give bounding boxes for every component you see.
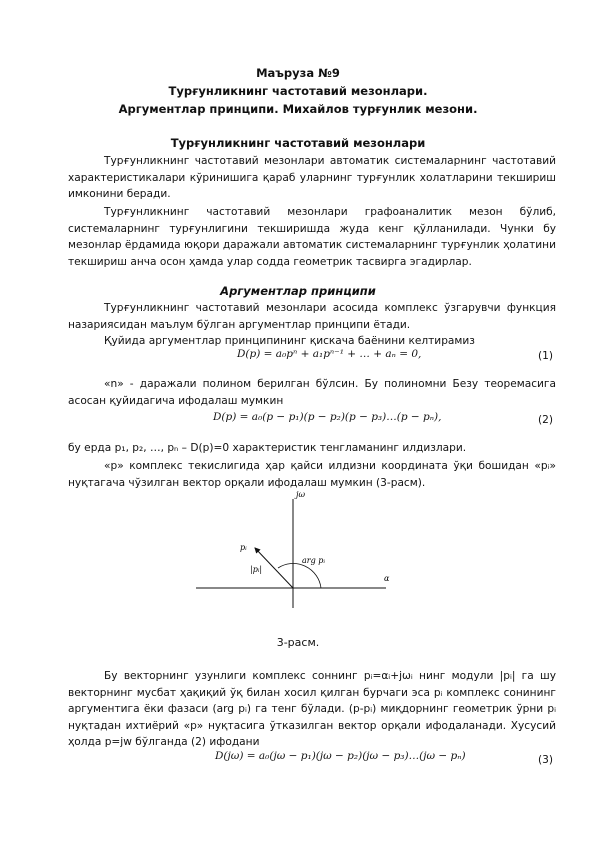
- paragraph-argument-basis: Турғунликнинг частотавий мезонлари асосида комплекс ўзгарувчи функция назариясидан маълум бўлган аргументлар принципи ётади.: [68, 302, 556, 331]
- paragraph-graphoanalytic: Турғунликнинг частотавий мезонлари графоаналитик мезон бўлиб, системаларнинг турғунлигини текширишда жуда кенг қўлланилади. Чунки бу мезонлар ёрдамида юқори даражали автоматик системаларнинг турғунлик ҳолатини текшириш анча осон ҳамда улар содда геометрик тасвирга эгадирлар.: [68, 206, 556, 268]
- equation-2: [213, 411, 441, 423]
- equation-2-number: (2): [538, 414, 554, 426]
- figure-caption: 3-расм.: [276, 636, 320, 649]
- lecture-number: Маъруза №9: [256, 66, 340, 80]
- equation-1-suffix: ,: [418, 348, 422, 360]
- equation-1-number: (1): [538, 350, 554, 362]
- equation-1: [237, 348, 421, 360]
- lecture-title-line2: Аргументлар принципи. Михайлов турғунлик мезони.: [118, 102, 478, 116]
- paragraph-roots: бу ерда p₁, p₂, …, pₙ – D(p)=0 характеристик тенгламанинг илдизлари.: [68, 442, 467, 454]
- equation-2-body: D(p) = a₀(p − p₁)(p − p₂)(p − p₃)…(p − pₙ): [213, 411, 439, 423]
- axis-label-jw: jω: [296, 490, 306, 499]
- modulus-label: |pᵢ|: [250, 565, 263, 574]
- section-heading-argument-principle: Аргументлар принципи: [220, 284, 376, 298]
- point-label-pi: pᵢ: [240, 543, 247, 552]
- equation-3: D(jω) = a₀(jω − p₁)(jω − p₂)(jω − p₃)…(jω − pₙ): [215, 750, 466, 762]
- paragraph-intro: Турғунликнинг частотавий мезонлари автоматик системаларнинг частотавий характеристикалари кўринишига қараб уларнинг турғунлик холатларини текшириш имконини беради.: [68, 155, 556, 201]
- lecture-title-line1: Турғунликнинг частотавий мезонлари.: [168, 84, 428, 98]
- argument-label: arg pᵢ: [302, 556, 325, 565]
- paragraph-polynomial: «n» - даражали полином берилган бўлсин. Бу полиномни Безу теоремасига асосан қуйидагича ифодалаш мумкин: [68, 378, 556, 407]
- paragraph-brief-statement: Қуйида аргументлар принципининг қискача баёнини келтирамиз: [104, 335, 475, 347]
- equation-3-number: (3): [538, 754, 554, 766]
- paragraph-vector-modulus: Бу векторнинг узунлиги комплекс соннинг pᵢ=αᵢ+jωᵢ нинг модули |pᵢ| га шу векторнинг мусбат ҳақиқий ўқ билан хосил қилган бурчаги эса pᵢ комплекс сонининг аргументига ёки фазаси (arg pᵢ) га тенг бўлади. (p-pᵢ) миқдорнинг геометрик ўрни pᵢ нуқтадан ихтиёрий «p» нуқтасига ўтказилган вектор орқали ифодаланади. Хусусий ҳолда p=jw бўлганда (2) ифодани: [68, 670, 556, 749]
- paragraph-complex-plane: «p» комплекс текислигида ҳар қайси илдизни координата ўқи бошидан «pᵢ» нуқтагача чўзилган вектор орқали ифодалаш мумкин (3-расм).: [68, 460, 556, 489]
- complex-plane-figure: [196, 485, 396, 610]
- axis-label-alpha: α: [384, 574, 390, 583]
- section-heading-frequency-criteria: Турғунликнинг частотавий мезонлари: [170, 136, 426, 150]
- equation-1-body: D(p) = a₀pⁿ + a₁pⁿ⁻¹ + … + aₙ = 0: [237, 348, 419, 360]
- argument-arc: [278, 564, 321, 588]
- equation-2-suffix: ,: [438, 411, 442, 423]
